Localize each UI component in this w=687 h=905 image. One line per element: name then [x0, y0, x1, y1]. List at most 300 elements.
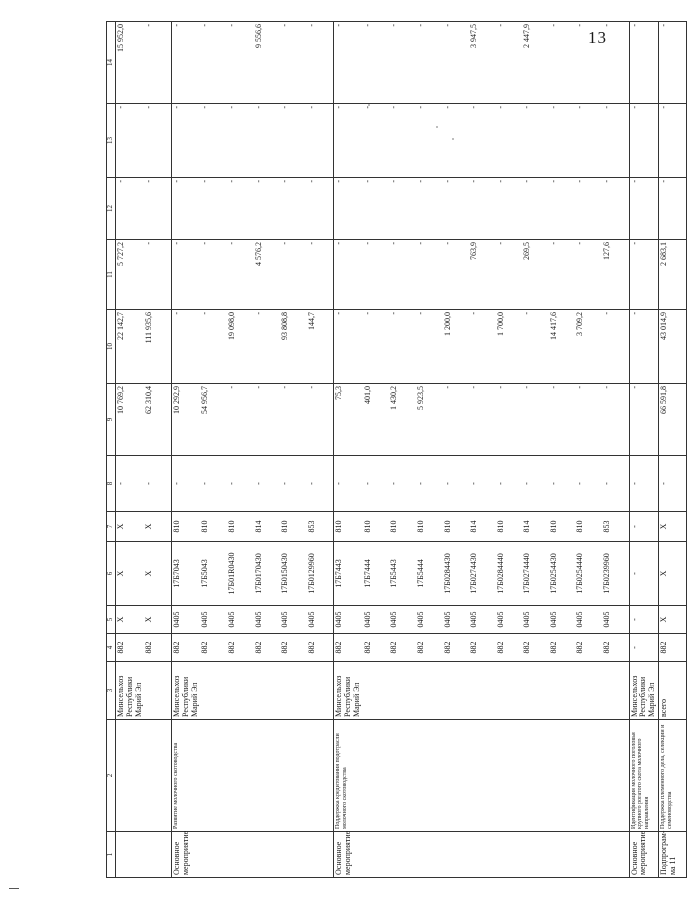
table-row: [522, 22, 549, 878]
column-header-10: 10: [107, 310, 116, 384]
cell-col-11: -: [334, 240, 363, 310]
cell-col-11: 269,5: [522, 240, 549, 310]
cell-col-6: X: [116, 542, 145, 606]
cell-col-3: [602, 662, 629, 720]
cell-col-6: 17Б0284440: [496, 542, 523, 606]
cell-col-2: Поддержка кредитования подотрасли молочного скотоводства: [334, 720, 363, 832]
cell-col-5: X: [144, 606, 171, 634]
column-header-6: 6: [107, 542, 116, 606]
cell-col-9: 62 310,4: [144, 384, 171, 456]
cell-col-7: 810: [443, 512, 470, 542]
cell-col-1: [416, 832, 443, 878]
cell-col-3: Минсельхоз Республики Марий Эл: [629, 662, 658, 720]
cell-col-3: [280, 662, 307, 720]
cell-col-1: Подпрограм- ма 11: [659, 832, 687, 878]
cell-col-9: 66 591,8: [659, 384, 687, 456]
cell-col-14: -: [602, 22, 629, 104]
column-number-row: [107, 22, 116, 878]
cell-col-5: 0405: [280, 606, 307, 634]
rotated-table-frame: [106, 22, 677, 878]
cell-col-14: -: [334, 22, 363, 104]
cell-col-5: 0405: [307, 606, 334, 634]
cell-col-1: [280, 832, 307, 878]
table-row: [443, 22, 470, 878]
cell-col-13: -: [200, 104, 227, 178]
table-row: [416, 22, 443, 878]
cell-col-2: Развитие молочного скотоводства: [171, 720, 200, 832]
cell-col-2: [389, 720, 416, 832]
cell-col-1: Основное мероприятие: [334, 832, 363, 878]
table-row: [171, 22, 200, 878]
cell-col-10: -: [416, 310, 443, 384]
cell-col-13: -: [549, 104, 576, 178]
cell-col-11: -: [227, 240, 254, 310]
cell-col-7: 814: [522, 512, 549, 542]
cell-col-3: [522, 662, 549, 720]
table-body: [116, 22, 687, 878]
cell-col-9: -: [227, 384, 254, 456]
cell-col-7: 810: [334, 512, 363, 542]
cell-col-4: 882: [575, 634, 602, 662]
cell-col-11: -: [575, 240, 602, 310]
cell-col-3: [307, 662, 334, 720]
cell-col-13: -: [307, 104, 334, 178]
cell-col-8: -: [280, 456, 307, 512]
cell-col-4: 882: [227, 634, 254, 662]
cell-col-14: 15 952,0: [116, 22, 145, 104]
cell-col-6: 17Б0254440: [575, 542, 602, 606]
cell-col-1: Основное мероприятие: [171, 832, 200, 878]
cell-col-12: -: [496, 178, 523, 240]
cell-col-14: -: [363, 22, 390, 104]
cell-col-1: [602, 832, 629, 878]
cell-col-8: -: [443, 456, 470, 512]
cell-col-1: [469, 832, 496, 878]
cell-col-5: 0405: [254, 606, 281, 634]
cell-col-11: -: [549, 240, 576, 310]
cell-col-13: -: [363, 104, 390, 178]
cell-col-12: -: [171, 178, 200, 240]
cell-col-8: -: [116, 456, 145, 512]
cell-col-4: -: [629, 634, 658, 662]
cell-col-13: -: [629, 104, 658, 178]
cell-col-9: -: [280, 384, 307, 456]
cell-col-7: -: [629, 512, 658, 542]
cell-col-10: 19 098,0: [227, 310, 254, 384]
cell-col-3: [549, 662, 576, 720]
cell-col-7: X: [144, 512, 171, 542]
cell-col-2: [116, 720, 145, 832]
column-header-13: 13: [107, 104, 116, 178]
cell-col-10: 1 200,0: [443, 310, 470, 384]
cell-col-3: Минсельхоз Республики Марий Эл: [171, 662, 200, 720]
column-header-12: 12: [107, 178, 116, 240]
cell-col-12: -: [469, 178, 496, 240]
cell-col-12: -: [363, 178, 390, 240]
cell-col-10: -: [200, 310, 227, 384]
column-header-4: 4: [107, 634, 116, 662]
cell-col-2: [416, 720, 443, 832]
cell-col-12: -: [549, 178, 576, 240]
cell-col-11: -: [443, 240, 470, 310]
cell-col-3: [200, 662, 227, 720]
cell-col-3: [469, 662, 496, 720]
cell-col-14: -: [416, 22, 443, 104]
cell-col-9: -: [629, 384, 658, 456]
cell-col-11: -: [144, 240, 171, 310]
cell-col-1: [389, 832, 416, 878]
cell-col-11: -: [280, 240, 307, 310]
cell-col-9: -: [549, 384, 576, 456]
cell-col-12: -: [629, 178, 658, 240]
cell-col-7: 810: [416, 512, 443, 542]
cell-col-10: -: [363, 310, 390, 384]
column-header-2: 2: [107, 720, 116, 832]
cell-col-13: -: [227, 104, 254, 178]
cell-col-6: -: [629, 542, 658, 606]
cell-col-3: [496, 662, 523, 720]
cell-col-8: -: [227, 456, 254, 512]
cell-col-8: -: [171, 456, 200, 512]
cell-col-11: 5 727,2: [116, 240, 145, 310]
table-row: [575, 22, 602, 878]
cell-col-13: -: [144, 104, 171, 178]
cell-col-4: 882: [522, 634, 549, 662]
cell-col-1: [443, 832, 470, 878]
cell-col-6: 17Б7444: [363, 542, 390, 606]
cell-col-8: -: [659, 456, 687, 512]
cell-col-6: 17Б5043: [200, 542, 227, 606]
cell-col-6: 17Б5443: [389, 542, 416, 606]
cell-col-3: [227, 662, 254, 720]
cell-col-12: -: [280, 178, 307, 240]
column-header-11: 11: [107, 240, 116, 310]
cell-col-14: -: [144, 22, 171, 104]
cell-col-6: 17Б7443: [334, 542, 363, 606]
cell-col-5: 0405: [334, 606, 363, 634]
cell-col-4: 882: [363, 634, 390, 662]
cell-col-2: [496, 720, 523, 832]
cell-col-11: -: [307, 240, 334, 310]
cell-col-3: [144, 662, 171, 720]
cell-col-6: 17Б0274440: [522, 542, 549, 606]
cell-col-10: 1 700,0: [496, 310, 523, 384]
cell-col-5: 0405: [575, 606, 602, 634]
column-header-1: 1: [107, 832, 116, 878]
cell-col-9: 10 769,2: [116, 384, 145, 456]
cell-col-7: 814: [469, 512, 496, 542]
cell-col-10: 43 014,9: [659, 310, 687, 384]
cell-col-11: -: [389, 240, 416, 310]
scan-speck: [436, 126, 438, 128]
cell-col-4: 882: [200, 634, 227, 662]
cell-col-5: X: [659, 606, 687, 634]
cell-col-5: X: [116, 606, 145, 634]
cell-col-7: 853: [307, 512, 334, 542]
cell-col-11: -: [363, 240, 390, 310]
table-row: [144, 22, 171, 878]
cell-col-6: X: [144, 542, 171, 606]
cell-col-13: -: [389, 104, 416, 178]
cell-col-6: 17Б01R0430: [227, 542, 254, 606]
cell-col-14: 2 447,9: [522, 22, 549, 104]
cell-col-11: 2 683,1: [659, 240, 687, 310]
cell-col-1: [227, 832, 254, 878]
cell-col-10: 3 709,2: [575, 310, 602, 384]
cell-col-6: 17Б0254430: [549, 542, 576, 606]
cell-col-9: 54 956,7: [200, 384, 227, 456]
cell-col-5: 0405: [469, 606, 496, 634]
cell-col-8: -: [496, 456, 523, 512]
cell-col-2: [227, 720, 254, 832]
cell-col-9: -: [575, 384, 602, 456]
cell-col-11: -: [200, 240, 227, 310]
cell-col-14: -: [443, 22, 470, 104]
cell-col-4: 882: [171, 634, 200, 662]
cell-col-12: -: [522, 178, 549, 240]
cell-col-10: -: [522, 310, 549, 384]
cell-col-10: -: [334, 310, 363, 384]
cell-col-4: 882: [469, 634, 496, 662]
cell-col-13: -: [280, 104, 307, 178]
table-row: [629, 22, 658, 878]
cell-col-6: 17Б0170430: [254, 542, 281, 606]
cell-col-13: -: [416, 104, 443, 178]
cell-col-12: -: [602, 178, 629, 240]
cell-col-1: [307, 832, 334, 878]
cell-col-5: 0405: [602, 606, 629, 634]
cell-col-7: 810: [227, 512, 254, 542]
cell-col-9: -: [496, 384, 523, 456]
cell-col-5: 0405: [416, 606, 443, 634]
cell-col-5: 0405: [496, 606, 523, 634]
cell-col-14: -: [280, 22, 307, 104]
cell-col-3: Минсельхоз Республики Марий Эл: [334, 662, 363, 720]
table-row: [334, 22, 363, 878]
cell-col-12: -: [144, 178, 171, 240]
cell-col-2: [549, 720, 576, 832]
cell-col-8: -: [522, 456, 549, 512]
cell-col-13: -: [116, 104, 145, 178]
cell-col-3: [254, 662, 281, 720]
cell-col-12: -: [443, 178, 470, 240]
cell-col-3: всего: [659, 662, 687, 720]
cell-col-2: [280, 720, 307, 832]
cell-col-14: -: [227, 22, 254, 104]
cell-col-5: 0405: [389, 606, 416, 634]
cell-col-12: -: [575, 178, 602, 240]
cell-col-6: 17Б0239960: [602, 542, 629, 606]
cell-col-10: -: [629, 310, 658, 384]
cell-col-11: 763,9: [469, 240, 496, 310]
cell-col-4: 882: [496, 634, 523, 662]
cell-col-3: [575, 662, 602, 720]
table-row: [200, 22, 227, 878]
cell-col-1: [549, 832, 576, 878]
cell-col-14: -: [549, 22, 576, 104]
cell-col-5: 0405: [171, 606, 200, 634]
cell-col-8: -: [334, 456, 363, 512]
cell-col-2: [575, 720, 602, 832]
scan-speck: [452, 138, 454, 140]
cell-col-14: 3 947,5: [469, 22, 496, 104]
cell-col-14: -: [659, 22, 687, 104]
cell-col-8: -: [307, 456, 334, 512]
cell-col-11: -: [496, 240, 523, 310]
table-row: [659, 22, 687, 878]
cell-col-5: 0405: [522, 606, 549, 634]
cell-col-12: -: [227, 178, 254, 240]
cell-col-6: 17Б5444: [416, 542, 443, 606]
cell-col-4: 882: [602, 634, 629, 662]
cell-col-8: -: [389, 456, 416, 512]
cell-col-6: 17Б0274430: [469, 542, 496, 606]
cell-col-9: 5 923,5: [416, 384, 443, 456]
cell-col-4: 882: [280, 634, 307, 662]
cell-col-6: 17Б0129960: [307, 542, 334, 606]
cell-col-5: -: [629, 606, 658, 634]
column-header-7: 7: [107, 512, 116, 542]
cell-col-12: -: [116, 178, 145, 240]
cell-col-8: -: [575, 456, 602, 512]
cell-col-9: 10 292,9: [171, 384, 200, 456]
cell-col-9: 75,3: [334, 384, 363, 456]
cell-col-10: 22 142,7: [116, 310, 145, 384]
cell-col-14: -: [200, 22, 227, 104]
cell-col-1: [575, 832, 602, 878]
cell-col-11: 4 576,2: [254, 240, 281, 310]
cell-col-10: -: [254, 310, 281, 384]
cell-col-2: [522, 720, 549, 832]
cell-col-11: -: [171, 240, 200, 310]
column-header-14: 14: [107, 22, 116, 104]
cell-col-1: [522, 832, 549, 878]
cell-col-4: 882: [443, 634, 470, 662]
cell-col-11: -: [629, 240, 658, 310]
cell-col-10: -: [469, 310, 496, 384]
cell-col-14: -: [629, 22, 658, 104]
cell-col-8: -: [144, 456, 171, 512]
cell-col-13: -: [469, 104, 496, 178]
cell-col-2: [443, 720, 470, 832]
cell-col-3: [363, 662, 390, 720]
cell-col-9: -: [602, 384, 629, 456]
cell-col-7: 810: [200, 512, 227, 542]
cell-col-1: [254, 832, 281, 878]
cell-col-14: -: [575, 22, 602, 104]
table-row: [496, 22, 523, 878]
cell-col-14: -: [307, 22, 334, 104]
cell-col-3: [389, 662, 416, 720]
table-row: [227, 22, 254, 878]
cell-col-10: 111 935,6: [144, 310, 171, 384]
margin-mark: [9, 888, 19, 889]
cell-col-6: 17Б0284430: [443, 542, 470, 606]
cell-col-3: [443, 662, 470, 720]
cell-col-9: -: [443, 384, 470, 456]
table-row: [389, 22, 416, 878]
cell-col-8: -: [602, 456, 629, 512]
cell-col-12: -: [659, 178, 687, 240]
cell-col-8: -: [629, 456, 658, 512]
cell-col-2: Поддержка племенного дела, селекции и семеноводства: [659, 720, 687, 832]
scan-speck: [368, 104, 370, 106]
table-row: [116, 22, 145, 878]
column-header-3: 3: [107, 662, 116, 720]
cell-col-1: [200, 832, 227, 878]
cell-col-5: 0405: [200, 606, 227, 634]
cell-col-7: 810: [171, 512, 200, 542]
cell-col-7: X: [116, 512, 145, 542]
cell-col-13: -: [254, 104, 281, 178]
cell-col-2: [469, 720, 496, 832]
cell-col-14: -: [496, 22, 523, 104]
cell-col-3: [416, 662, 443, 720]
cell-col-9: -: [254, 384, 281, 456]
cell-col-7: 810: [363, 512, 390, 542]
cell-col-10: -: [602, 310, 629, 384]
cell-col-14: 9 556,6: [254, 22, 281, 104]
cell-col-9: 401,0: [363, 384, 390, 456]
cell-col-8: -: [254, 456, 281, 512]
cell-col-8: -: [416, 456, 443, 512]
table-row: [280, 22, 307, 878]
cell-col-5: 0405: [363, 606, 390, 634]
rotated-table-container: [106, 22, 677, 878]
cell-col-1: [363, 832, 390, 878]
page-number: 13: [588, 28, 607, 47]
cell-col-10: 14 417,6: [549, 310, 576, 384]
cell-col-4: 882: [549, 634, 576, 662]
cell-col-6: 17Б0150430: [280, 542, 307, 606]
cell-col-7: 810: [575, 512, 602, 542]
cell-col-7: 853: [602, 512, 629, 542]
cell-col-10: 93 808,8: [280, 310, 307, 384]
cell-col-11: 127,6: [602, 240, 629, 310]
cell-col-13: -: [496, 104, 523, 178]
column-header-5: 5: [107, 606, 116, 634]
cell-col-7: X: [659, 512, 687, 542]
cell-col-9: -: [522, 384, 549, 456]
cell-col-12: -: [416, 178, 443, 240]
cell-col-14: -: [389, 22, 416, 104]
cell-col-13: -: [602, 104, 629, 178]
cell-col-8: -: [363, 456, 390, 512]
column-header-8: 8: [107, 456, 116, 512]
cell-col-2: [602, 720, 629, 832]
cell-col-2: Идентификация молочного поголовья крупного рогатого скота молочного направления: [629, 720, 658, 832]
cell-col-1: [144, 832, 171, 878]
cell-col-9: 1 430,2: [389, 384, 416, 456]
cell-col-8: -: [469, 456, 496, 512]
column-header-9: 9: [107, 384, 116, 456]
cell-col-4: 882: [116, 634, 145, 662]
table-row: [363, 22, 390, 878]
cell-col-8: -: [549, 456, 576, 512]
cell-col-4: 882: [254, 634, 281, 662]
cell-col-13: -: [443, 104, 470, 178]
table-row: [469, 22, 496, 878]
cell-col-13: -: [575, 104, 602, 178]
table-row: [254, 22, 281, 878]
cell-col-10: -: [389, 310, 416, 384]
cell-col-4: 882: [334, 634, 363, 662]
cell-col-2: [307, 720, 334, 832]
cell-col-9: -: [469, 384, 496, 456]
cell-col-7: 814: [254, 512, 281, 542]
budget-table: [106, 21, 687, 878]
cell-col-7: 810: [280, 512, 307, 542]
